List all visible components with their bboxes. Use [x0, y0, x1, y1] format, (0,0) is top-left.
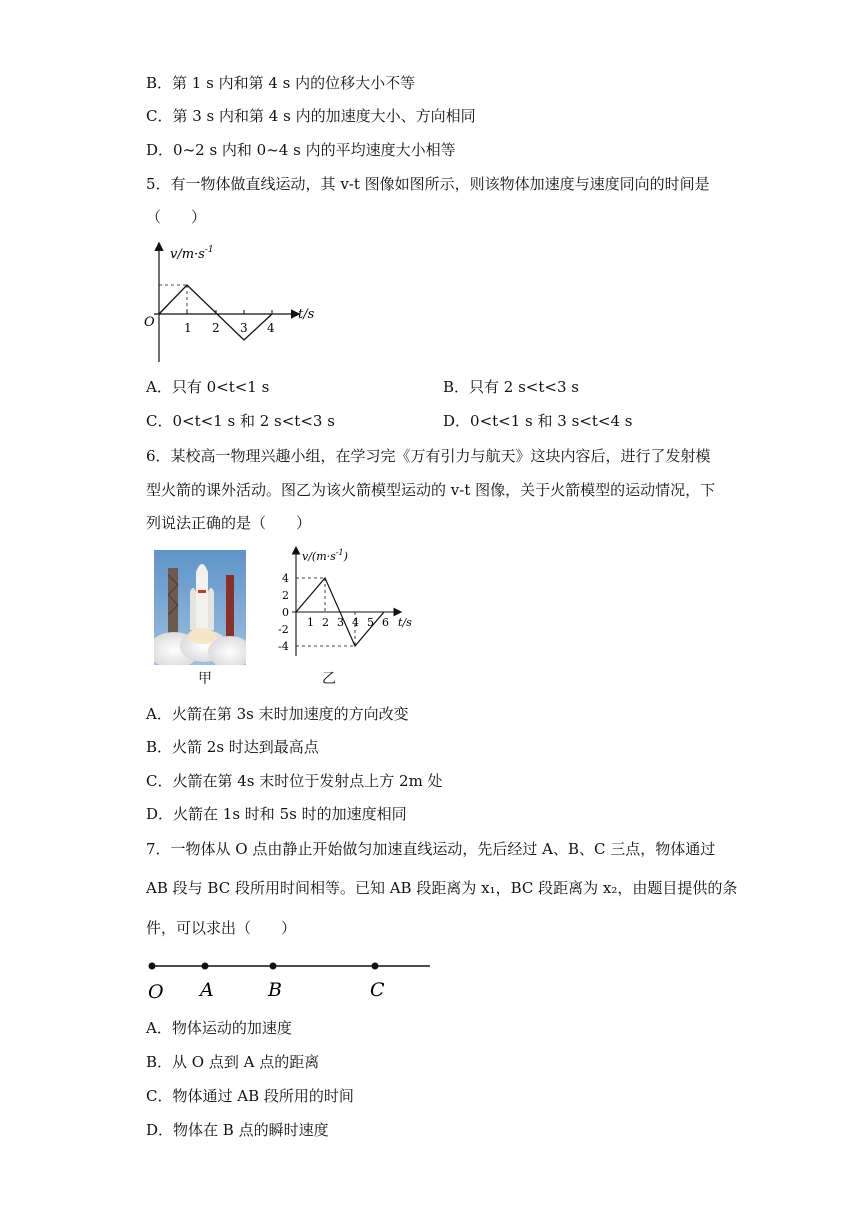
q6-option-d: D．火箭在 1s 时和 5s 时的加速度相同	[146, 805, 407, 823]
q5-option-d: D．0<t<1 s 和 3 s<t<4 s	[443, 412, 633, 430]
q6-option-a: A．火箭在第 3s 末时加速度的方向改变	[146, 705, 409, 723]
q6-vt-graph	[276, 544, 426, 659]
q5-stem-line1: 5．有一物体做直线运动，其 v-t 图像如图所示，则该物体加速度与速度同向的时间是	[146, 175, 710, 193]
q6-y-tick: -4	[278, 640, 289, 653]
q6-y-tick: 4	[282, 572, 289, 585]
q6-y-tick: 0	[282, 606, 289, 619]
q5-y-label: $v/m\cdot s^{-1}$	[170, 245, 214, 262]
q5-tick-label: 1	[184, 321, 192, 335]
q6-stem-line3: 列说法正确的是（ ）	[146, 514, 312, 532]
q4-option-b: B．第 1 s 内和第 4 s 内的位移大小不等	[146, 74, 416, 92]
q4-option-d: D．0~2 s 内和 0~4 s 内的平均速度大小相等	[146, 141, 456, 159]
q5-tick-label: 4	[267, 321, 275, 335]
q7-option-b: B．从 O 点到 A 点的距离	[146, 1053, 320, 1071]
q5-origin-label: O	[144, 315, 155, 330]
q6-stem-line1: 6．某校高一物理兴趣小组，在学习完《万有引力与航天》这块内容后，进行了发射模	[146, 447, 711, 465]
q6-x-tick: 1	[307, 616, 314, 629]
q6-x-tick: 3	[337, 616, 344, 629]
q4-option-c: C．第 3 s 内和第 4 s 内的加速度大小、方向相同	[146, 107, 476, 125]
q7-stem-line2: AB 段与 BC 段所用时间相等。已知 AB 段距离为 x₁，BC 段距离为 x₂，由题目提供的条	[146, 879, 738, 897]
q7-option-a: A．物体运动的加速度	[146, 1019, 292, 1037]
q6-x-tick: 2	[322, 616, 329, 629]
q5-tick-label: 2	[212, 321, 220, 335]
q6-y-tick: -2	[278, 623, 289, 636]
q5-x-label: t/s	[298, 307, 315, 322]
q7-stem-line3: 件，可以求出（ ）	[146, 919, 297, 937]
q7-option-d: D．物体在 B 点的瞬时速度	[146, 1121, 329, 1139]
point-b-label: B	[268, 979, 282, 1001]
q7-stem-line1: 7．一物体从 O 点由静止开始做匀加速直线运动，先后经过 A、B、C 三点，物体通过	[146, 840, 716, 858]
q6-x-tick: 4	[352, 616, 359, 629]
q6-option-c: C．火箭在第 4s 末时位于发射点上方 2m 处	[146, 772, 443, 790]
point-a-label: A	[200, 979, 214, 1001]
q6-x-label: t/s	[398, 616, 412, 629]
q6-x-tick: 6	[382, 616, 389, 629]
point-o-label: O	[148, 981, 164, 1003]
graph-caption: 乙	[322, 671, 336, 687]
q6-option-b: B．火箭 2s 时达到最高点	[146, 738, 319, 756]
q5-option-b: B．只有 2 s<t<3 s	[443, 378, 579, 396]
q6-stem-line2: 型火箭的课外活动。图乙为该火箭模型运动的 v-t 图像，关于火箭模型的运动情况，下	[146, 481, 716, 499]
q6-y-label: $v/(m\cdot s^{-1})$	[302, 548, 348, 563]
q5-tick-label: 3	[240, 321, 248, 335]
q6-x-tick: 5	[367, 616, 374, 629]
point-c-label: C	[370, 979, 385, 1001]
rocket-launch-photo	[154, 550, 246, 665]
q6-y-tick: 2	[282, 589, 289, 602]
q5-option-a: A．只有 0<t<1 s	[146, 378, 270, 396]
photo-caption: 甲	[198, 671, 212, 687]
q7-option-c: C．物体通过 AB 段所用的时间	[146, 1087, 354, 1105]
q5-vt-graph	[140, 240, 330, 365]
q5-option-c: C．0<t<1 s 和 2 s<t<3 s	[146, 412, 335, 430]
q5-stem-line2: （ ）	[146, 208, 207, 226]
q7-points-diagram	[140, 955, 440, 1005]
